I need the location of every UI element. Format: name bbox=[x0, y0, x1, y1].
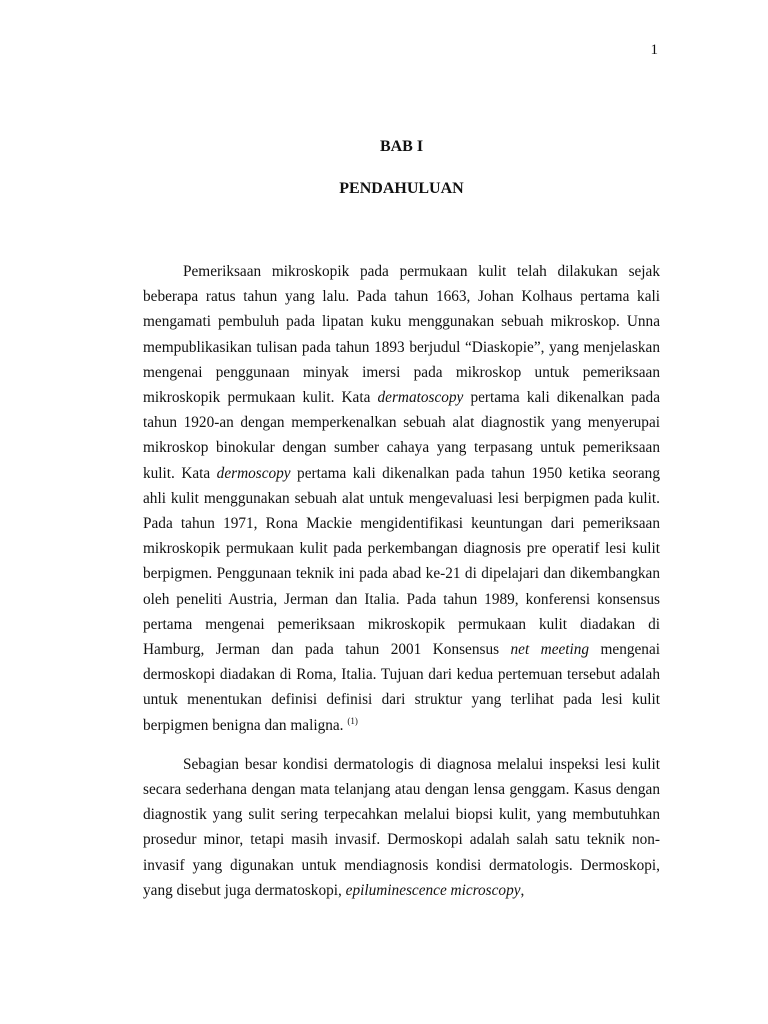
citation-reference: (1) bbox=[347, 715, 358, 726]
term-dermoscopy: dermoscopy bbox=[216, 464, 291, 482]
term-epiluminescence-microscopy: epiluminescence microscopy bbox=[345, 881, 521, 899]
chapter-title: BAB I bbox=[379, 138, 424, 155]
page-number: 1 bbox=[650, 42, 658, 58]
paragraph-1-text: pertama kali dikenalkan pada tahun 1950 ketika seorang ahli kulit menggunakan sebuah alat untuk mengevaluasi lesi berpigmen pada kulit. Pada tahun 1971, Rona Mackie mengidentifikasi keuntungan dari pemeriksaan mikroskopik permukaan kulit pada perkembangan diagnosis pre operatif lesi kulit berpigmen. Penggunaan teknik ini pada abad ke-21 di dipelajari dan dikembangkan oleh peneliti Austria, Jerman dan Italia. Pada tahun 1989, konferensi konsensus pertama mengenai pemeriksaan mikroskopik permukaan kulit diadakan di Hamburg, Jerman dan pada tahun 2001 Konsensus bbox=[143, 464, 660, 659]
term-net-meeting: net meeting bbox=[510, 641, 590, 659]
paragraph-2-text: Sebagian besar kondisi dermatologis di diagnosa melalui inspeksi lesi kulit secara sederhana dengan mata telanjang atau dengan lensa genggam. Kasus dengan diagnostik yang sulit sering terpecahkan melalui biopsi kulit, yang membutuhkan prosedur minor, tetapi masih invasif. Dermoskopi adalah salah satu teknik non-invasif yang digunakan untuk mendiagnosis kondisi dermatologis. Dermoskopi, yang disebut juga dermatoskopi, bbox=[143, 755, 660, 899]
paragraph-1 bbox=[143, 259, 660, 738]
paragraph-1-text: pertama kali dikenalkan pada tahun 1920-an dengan memperkenalkan sebuah alat diagnostik yang menyerupai mikroskop binokular dengan sumber cahaya yang terpasang untuk pemeriksaan kulit. Kata bbox=[143, 389, 660, 482]
term-dermatoscopy: dermatoscopy bbox=[377, 389, 464, 407]
chapter-subtitle: PENDAHULUAN bbox=[339, 180, 464, 197]
paragraph-2 bbox=[143, 752, 660, 903]
paragraph-1-text: Pemeriksaan mikroskopik pada permukaan kulit telah dilakukan sejak beberapa ratus tahun yang lalu. Pada tahun 1663, Johan Kolhaus pertama kali mengamati pembuluh pada lipatan kuku menggunakan sebuah mikroskop. Unna mempublikasikan tulisan pada tahun 1893 berjudul “Diaskopie”, yang menjelaskan mengenai penggunaan minyak imersi pada mikroskop untuk pemeriksaan mikroskopik permukaan kulit. Kata bbox=[143, 263, 660, 407]
body-text bbox=[143, 259, 660, 903]
paragraph-2-text: , bbox=[520, 881, 525, 899]
paragraph-1-text: mengenai dermoskopi diadakan di Roma, Italia. Tujuan dari kedua pertemuan tersebut adalah untuk menentukan definisi definisi dari struktur yang terlihat pada lesi kulit berpigmen benigna dan maligna. bbox=[143, 641, 660, 734]
